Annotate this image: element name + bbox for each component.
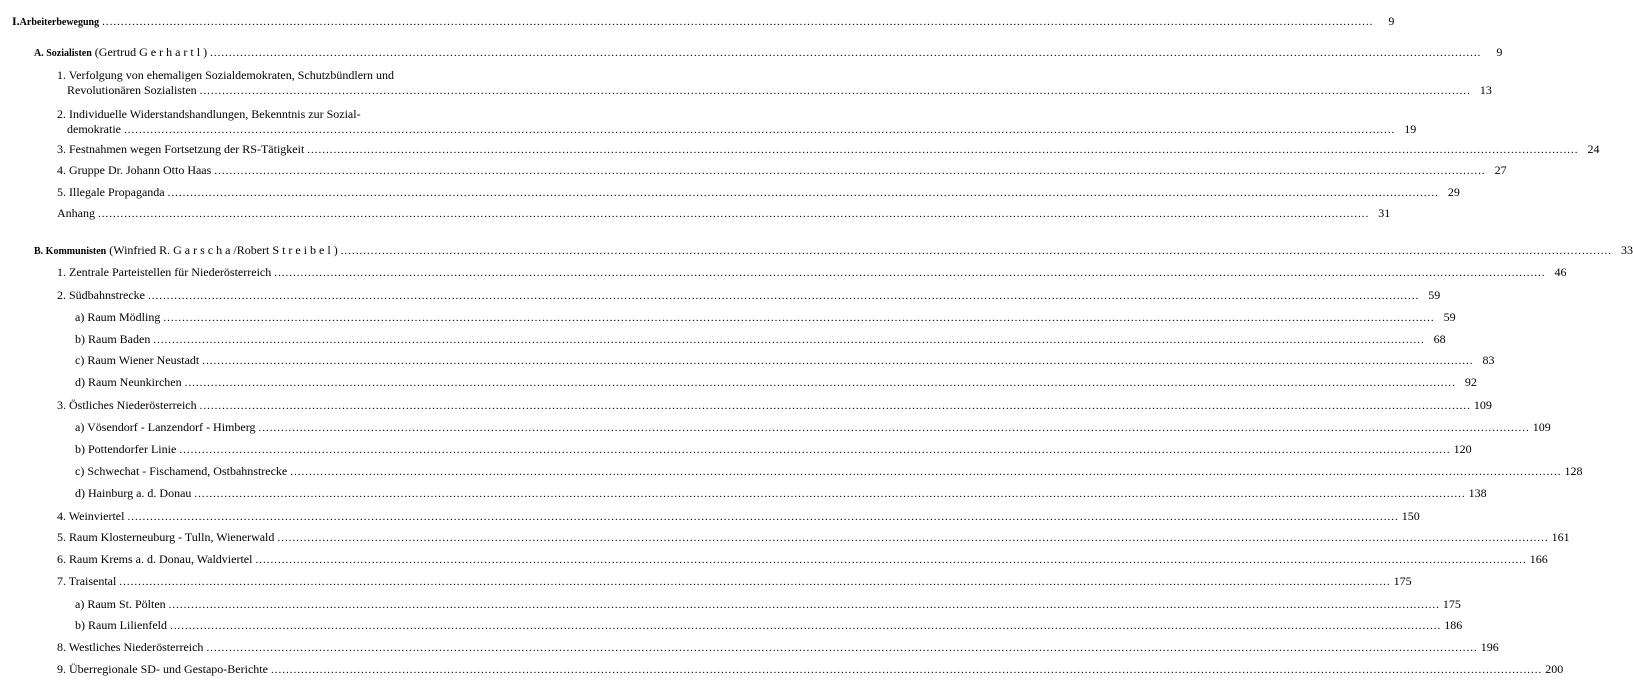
page-number: 175 xyxy=(1442,597,1461,611)
entry-text: 9. Überregionale SD- und Gestapo-Berichte xyxy=(57,662,268,676)
author-name-2: Streibel xyxy=(272,243,334,257)
toc-entry-b3b[interactable] xyxy=(75,442,1472,458)
leader-dots xyxy=(194,487,1465,502)
toc-entry-b2[interactable] xyxy=(57,288,1441,304)
leader-dots xyxy=(124,123,1395,138)
entry-text: b) Pottendorfer Linie xyxy=(75,442,177,456)
leader-dots xyxy=(277,531,1548,546)
toc-section-a[interactable] xyxy=(34,45,1503,61)
page-number: 83 xyxy=(1482,353,1495,367)
leader-dots xyxy=(259,421,1530,436)
leader-dots xyxy=(185,376,1456,391)
toc-part-entry[interactable] xyxy=(12,14,1395,30)
entry-text: 1. Zentrale Parteistellen für Niederösterreich xyxy=(57,265,272,279)
part-number: I. xyxy=(12,14,20,28)
entry-line2-row xyxy=(67,122,1417,138)
toc-entry-anhang[interactable] xyxy=(57,206,1391,222)
toc-entry-a5[interactable] xyxy=(57,185,1460,201)
toc-entry-b3c[interactable] xyxy=(75,464,1583,480)
entry-text-line2: Revolutionären Sozialisten xyxy=(67,83,197,97)
entry-text: a) Raum Mödling xyxy=(75,310,161,324)
leader-dots xyxy=(341,244,1612,259)
author-separator: /Robert xyxy=(233,243,273,257)
toc-entry-b2a[interactable] xyxy=(75,310,1456,326)
entry-text: 8. Westliches Niederösterreich xyxy=(57,640,204,654)
toc-entry-b3a[interactable] xyxy=(75,420,1551,436)
page-number: 13 xyxy=(1479,83,1492,97)
toc-section-b[interactable] xyxy=(34,243,1633,259)
page-number: 150 xyxy=(1401,509,1420,523)
leader-dots xyxy=(200,399,1471,414)
toc-entry-a1[interactable] xyxy=(57,68,1492,99)
leader-dots xyxy=(179,443,1450,458)
page-number: 161 xyxy=(1551,530,1570,544)
leader-dots xyxy=(200,84,1471,99)
page-number: 68 xyxy=(1433,332,1446,346)
page-number: 92 xyxy=(1464,375,1477,389)
leader-dots xyxy=(170,619,1441,634)
entry-text: d) Hainburg a. d. Donau xyxy=(75,486,192,500)
toc-entry-b7[interactable] xyxy=(57,574,1412,590)
entry-text: c) Schwechat - Fischamend, Ostbahnstrecke xyxy=(75,464,288,478)
entry-text: 2. Südbahnstrecke xyxy=(57,288,145,302)
leader-dots xyxy=(153,333,1424,348)
toc-entry-b2c[interactable] xyxy=(75,353,1495,369)
author-suffix: ) xyxy=(203,45,208,59)
leader-dots xyxy=(148,289,1419,304)
section-b-label: B. Kommunisten xyxy=(34,246,107,257)
page-number: 59 xyxy=(1443,310,1456,324)
toc-entry-a2[interactable] xyxy=(57,107,1417,138)
leader-dots xyxy=(102,15,1373,30)
toc-entry-b9[interactable] xyxy=(57,662,1564,678)
toc-entry-b1[interactable] xyxy=(57,265,1567,281)
page-number: 19 xyxy=(1404,122,1417,136)
entry-text: Anhang xyxy=(57,206,95,220)
page-number: 59 xyxy=(1428,288,1441,302)
toc-entry-a3[interactable] xyxy=(57,142,1600,158)
entry-text: b) Raum Lilienfeld xyxy=(75,618,167,632)
page-number: 120 xyxy=(1453,442,1472,456)
leader-dots xyxy=(274,266,1545,281)
toc-entry-b3d[interactable] xyxy=(75,486,1487,502)
entry-text: 5. Illegale Propaganda xyxy=(57,185,165,199)
entry-text: d) Raum Neunkirchen xyxy=(75,375,182,389)
section-a-title xyxy=(34,45,207,61)
page-number: 9 xyxy=(1388,14,1395,28)
entry-text: 3. Festnahmen wegen Fortsetzung der RS-Tätigkeit xyxy=(57,142,305,156)
entry-text: c) Raum Wiener Neustadt xyxy=(75,353,200,367)
part-title: Arbeiterbewegung xyxy=(19,17,100,28)
page-number: 109 xyxy=(1532,420,1551,434)
leader-dots xyxy=(210,46,1481,61)
entry-text: 6. Raum Krems a. d. Donau, Waldviertel xyxy=(57,552,253,566)
entry-text: a) Vösendorf - Lanzendorf - Himberg xyxy=(75,420,256,434)
author-name-1: Garscha xyxy=(173,243,234,257)
toc-entry-b6[interactable] xyxy=(57,552,1548,568)
page-number: 200 xyxy=(1545,662,1564,676)
entry-text: 5. Raum Klosterneuburg - Tulln, Wienerwald xyxy=(57,530,275,544)
leader-dots xyxy=(307,143,1578,158)
page-number: 186 xyxy=(1444,618,1463,632)
leader-dots xyxy=(206,641,1477,656)
leader-dots xyxy=(119,575,1390,590)
page-number: 33 xyxy=(1620,243,1633,257)
leader-dots xyxy=(163,311,1434,326)
entry-text: 4. Weinviertel xyxy=(57,509,125,523)
page-number: 175 xyxy=(1393,574,1412,588)
entry-text-line1: 1. Verfolgung von ehemaligen Sozialdemokraten, Schutzbündlern und xyxy=(57,68,395,82)
toc-entry-b5[interactable] xyxy=(57,530,1570,546)
toc-entry-b8[interactable] xyxy=(57,640,1499,656)
author-prefix: (Winfried R. xyxy=(109,243,174,257)
leader-dots xyxy=(290,465,1561,480)
entry-text-line2: demokratie xyxy=(67,122,121,136)
leader-dots xyxy=(169,598,1440,613)
page-number: 196 xyxy=(1480,640,1499,654)
entry-text: b) Raum Baden xyxy=(75,332,151,346)
page-number: 46 xyxy=(1554,265,1567,279)
section-b-title xyxy=(34,243,338,259)
leader-dots xyxy=(202,354,1473,369)
page-number: 109 xyxy=(1473,398,1492,412)
page-number: 29 xyxy=(1447,185,1460,199)
page-number: 138 xyxy=(1468,486,1487,500)
author-name: Gerhartl xyxy=(139,45,204,59)
toc-entry-b2d[interactable] xyxy=(75,375,1477,391)
entry-text: 3. Östliches Niederösterreich xyxy=(57,398,197,412)
toc-entry-b2b[interactable] xyxy=(75,332,1446,348)
entry-text: 7. Traisental xyxy=(57,574,117,588)
toc-entry-a4[interactable] xyxy=(57,163,1507,179)
leader-dots xyxy=(127,510,1398,525)
section-a-label: A. Sozialisten xyxy=(34,48,92,59)
leader-dots xyxy=(98,207,1369,222)
page-number: 27 xyxy=(1494,163,1507,177)
toc-entry-b7b[interactable] xyxy=(75,618,1463,634)
entry-text-line1: 2. Individuelle Widerstandshandlungen, Bekenntnis zur Sozial- xyxy=(57,107,361,121)
leader-dots xyxy=(271,663,1542,678)
page-number: 166 xyxy=(1529,552,1548,566)
toc-entry-b7a[interactable] xyxy=(75,597,1461,613)
page-number: 31 xyxy=(1378,206,1391,220)
entry-line2-row xyxy=(67,83,1492,99)
page-number: 128 xyxy=(1564,464,1583,478)
author-prefix: (Gertrud xyxy=(94,45,140,59)
author-suffix: ) xyxy=(333,243,338,257)
entry-text: 4. Gruppe Dr. Johann Otto Haas xyxy=(57,163,212,177)
entry-text: a) Raum St. Pölten xyxy=(75,597,166,611)
leader-dots xyxy=(255,553,1526,568)
leader-dots xyxy=(214,164,1485,179)
leader-dots xyxy=(168,186,1439,201)
toc-entry-b4[interactable] xyxy=(57,509,1420,525)
page-number: 24 xyxy=(1587,142,1600,156)
toc-entry-b3[interactable] xyxy=(57,398,1492,414)
page-number: 9 xyxy=(1496,45,1503,59)
